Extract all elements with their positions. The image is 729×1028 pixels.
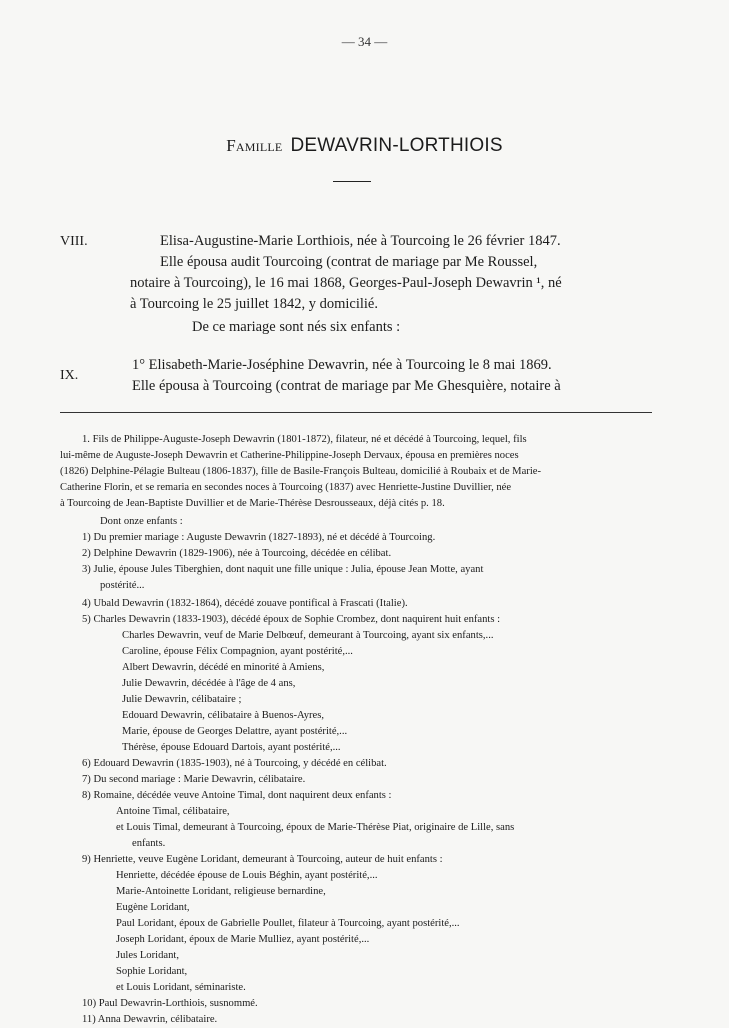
footnote-line: Antoine Timal, célibataire, xyxy=(116,806,230,817)
footnote-line: Jules Loridant, xyxy=(116,950,179,961)
entry-line: Elle épousa à Tourcoing (contrat de mariage par Me Ghesquière, notaire à xyxy=(132,378,561,394)
footnote-line: Marie, épouse de Georges Delattre, ayant postérité,... xyxy=(122,726,348,737)
footnote-line: lui-même de Auguste-Joseph Dewavrin et Catherine-Philippine-Joseph Dervaux, épousa en premières noces xyxy=(60,450,519,461)
footnote-line: Dont onze enfants : xyxy=(100,516,183,527)
footnote-line: 6) Edouard Dewavrin (1835-1903), né à Tourcoing, y décédé en célibat. xyxy=(82,758,387,769)
footnote-line: Julie Dewavrin, célibataire ; xyxy=(122,694,242,705)
title-family-name: DEWAVRIN-LORTHIOIS xyxy=(290,135,503,156)
footnote-line: 8) Romaine, décédée veuve Antoine Timal, dont naquirent deux enfants : xyxy=(82,790,392,801)
footnote-line: 7) Du second mariage : Marie Dewavrin, célibataire. xyxy=(82,774,306,785)
entry-line: notaire à Tourcoing), le 16 mai 1868, Georges-Paul-Joseph Dewavrin ¹, né xyxy=(130,275,562,291)
footnote-line: 4) Ubald Dewavrin (1832-1864), décédé zouave pontifical à Frascati (Italie). xyxy=(82,598,408,609)
entry-line: Elle épousa audit Tourcoing (contrat de mariage par Me Roussel, xyxy=(160,254,538,270)
footnote-line: Albert Dewavrin, décédé en minorité à Amiens, xyxy=(122,662,325,673)
footnote-line: 10) Paul Dewavrin-Lorthiois, susnommé. xyxy=(82,998,258,1009)
footnote-line: Thérèse, épouse Edouard Dartois, ayant postérité,... xyxy=(122,742,341,753)
entry-line: De ce mariage sont nés six enfants : xyxy=(192,319,401,335)
entry-number: IX. xyxy=(60,368,79,383)
footnote-line: Catherine Florin, et se remaria en secondes noces à Tourcoing (1837) avec Henriette-Justine Duvillier, née xyxy=(60,482,512,493)
title-prefix: Famille xyxy=(226,136,283,155)
footnote-line: Edouard Dewavrin, célibataire à Buenos-Ayres, xyxy=(122,710,324,721)
footnote-line: Marie-Antoinette Loridant, religieuse bernardine, xyxy=(116,886,326,897)
footnote-divider xyxy=(60,412,652,413)
entry-line: Elisa-Augustine-Marie Lorthiois, née à Tourcoing le 26 février 1847. xyxy=(160,233,561,249)
page-title xyxy=(0,132,729,157)
footnote-line: Eugène Loridant, xyxy=(116,902,190,913)
footnote-line: Caroline, épouse Félix Compagnion, ayant postérité,... xyxy=(122,646,353,657)
footnote-line: 2) Delphine Dewavrin (1829-1906), née à Tourcoing, décédée en célibat. xyxy=(82,548,392,559)
entry-line: 1° Elisabeth-Marie-Joséphine Dewavrin, née à Tourcoing le 8 mai 1869. xyxy=(132,357,552,373)
footnote-line: à Tourcoing de Jean-Baptiste Duvillier et de Marie-Thérèse Desrousseaux, déjà cités p. 18. xyxy=(60,498,445,509)
title-divider xyxy=(333,181,371,182)
footnote-line: 1. Fils de Philippe-Auguste-Joseph Dewavrin (1801-1872), filateur, né et décédé à Tourcoing, lequel, fils xyxy=(82,434,527,445)
footnote-line: 3) Julie, épouse Jules Tiberghien, dont naquit une fille unique : Julia, épouse Jean Motte, ayant xyxy=(82,564,484,575)
footnote-line: 11) Anna Dewavrin, célibataire. xyxy=(82,1014,218,1025)
footnote-line: 9) Henriette, veuve Eugène Loridant, demeurant à Tourcoing, auteur de huit enfants : xyxy=(82,854,443,865)
footnote-line: Paul Loridant, époux de Gabrielle Poullet, filateur à Tourcoing, ayant postérité,... xyxy=(116,918,460,929)
footnote-line: (1826) Delphine-Pélagie Bulteau (1806-1837), fille de Basile-François Bulteau, domicilié à Roubaix et de Marie- xyxy=(60,466,541,477)
entry-number: VIII. xyxy=(60,234,88,249)
footnote-line: enfants. xyxy=(132,838,166,849)
footnote-line: et Louis Timal, demeurant à Tourcoing, époux de Marie-Thérèse Piat, originaire de Lille, sans xyxy=(116,822,515,833)
footnote-line: 1) Du premier mariage : Auguste Dewavrin (1827-1893), né et décédé à Tourcoing. xyxy=(82,532,436,543)
footnote-line: Sophie Loridant, xyxy=(116,966,188,977)
footnote-line: Charles Dewavrin, veuf de Marie Delbœuf, demeurant à Tourcoing, ayant six enfants,... xyxy=(122,630,494,641)
footnote-line: Joseph Loridant, époux de Marie Mulliez, ayant postérité,... xyxy=(116,934,370,945)
footnote-line: Henriette, décédée épouse de Louis Béghin, ayant postérité,... xyxy=(116,870,378,881)
page-number: — 34 — xyxy=(341,34,388,49)
footnote-line: et Louis Loridant, séminariste. xyxy=(116,982,246,993)
footnote-line: postérité... xyxy=(100,580,145,591)
footnote-line: Julie Dewavrin, décédée à l'âge de 4 ans, xyxy=(122,678,296,689)
footnote-line: 5) Charles Dewavrin (1833-1903), décédé époux de Sophie Crombez, dont naquirent huit enfants : xyxy=(82,614,501,625)
entry-line: à Tourcoing le 25 juillet 1842, y domicilié. xyxy=(130,296,378,312)
